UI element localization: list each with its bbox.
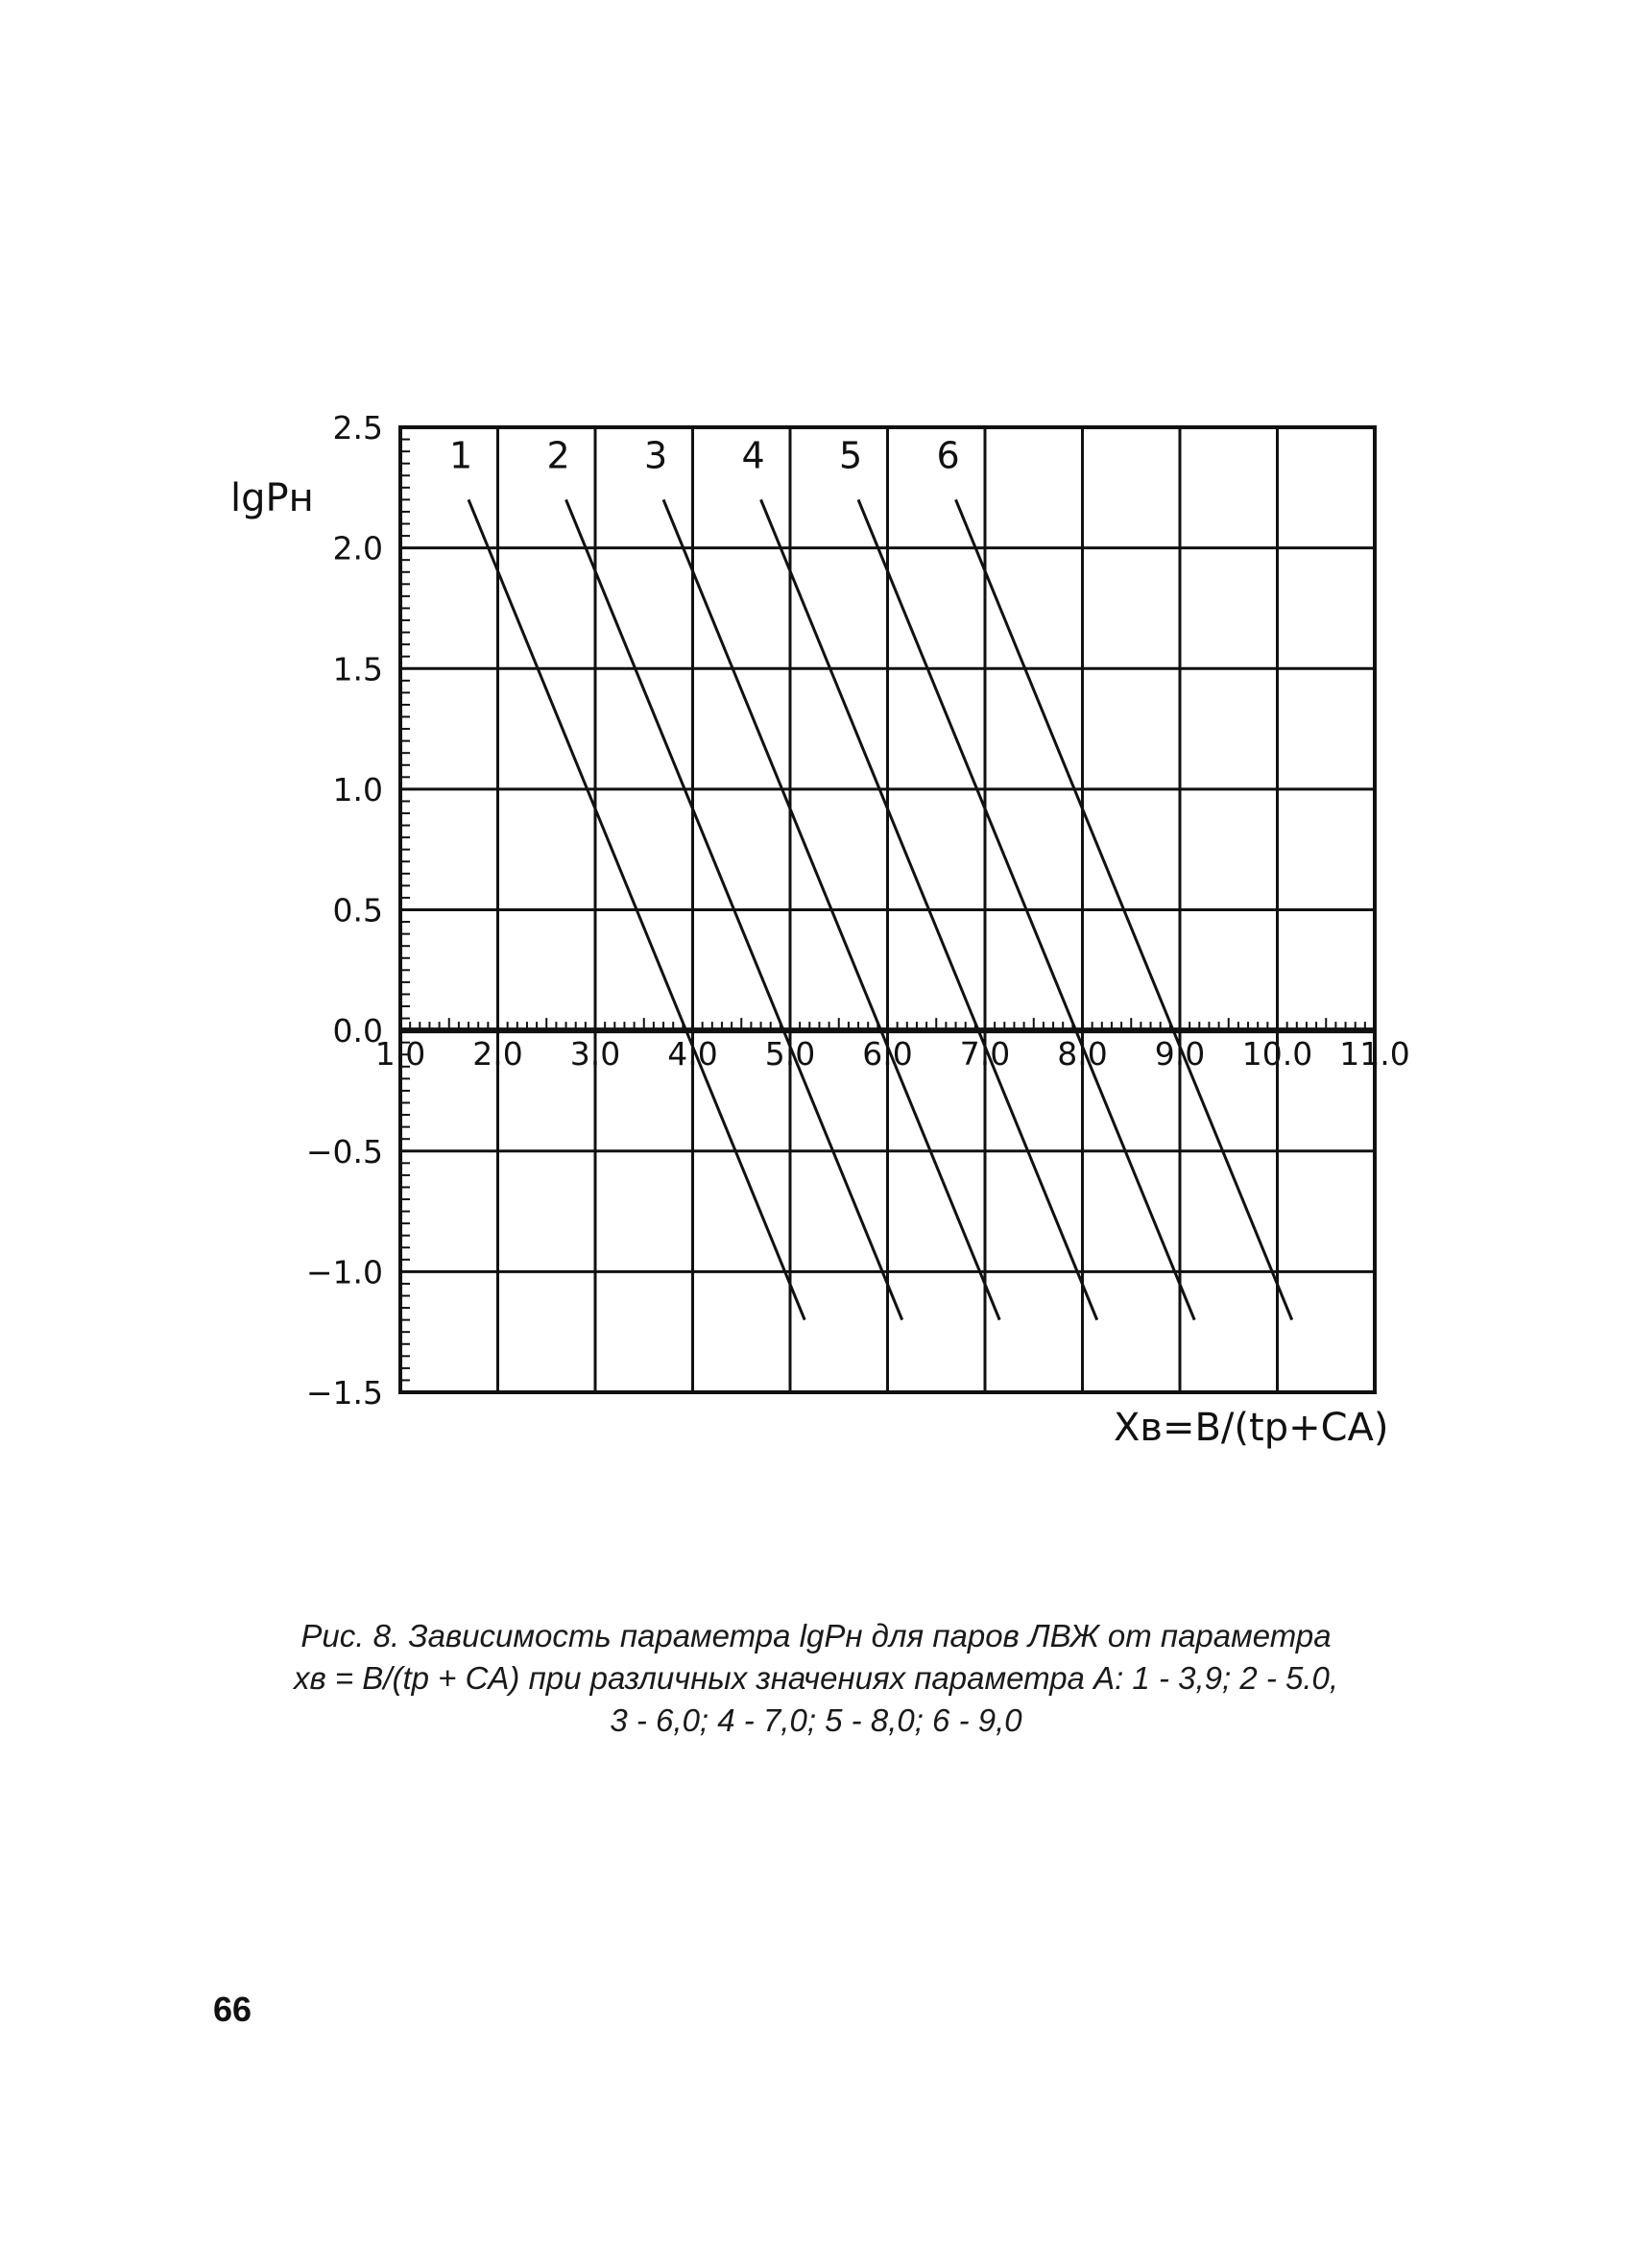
curve-label-6: 6: [936, 434, 960, 477]
y-tick-label: 2.0: [332, 529, 383, 567]
x-tick-label: 7.0: [959, 1035, 1011, 1074]
x-tick-label: 2.0: [472, 1035, 523, 1074]
y-tick-labels: [306, 409, 383, 1411]
y-tick-label: 1.0: [332, 770, 383, 808]
curve-label-3: 3: [644, 434, 668, 477]
y-tick-label: 1.5: [332, 650, 383, 688]
caption-line-2: xв = B/(tр + CA) при различных значениях параметра А: 1 - 3,9; 2 - 5.0,: [293, 1660, 1339, 1696]
x-tick-label: 3.0: [569, 1035, 621, 1074]
x-tick-label: 1.0: [374, 1035, 426, 1074]
x-tick-label: 11.0: [1339, 1035, 1410, 1074]
y-tick-label: −0.5: [305, 1132, 383, 1170]
y-tick-label: 0.0: [332, 1012, 383, 1050]
x-tick-labels: [375, 1035, 1410, 1073]
y-tick-label: −1.0: [305, 1253, 383, 1291]
curve-label-2: 2: [546, 434, 570, 477]
x-tick-label: 10.0: [1241, 1035, 1313, 1074]
caption-line-1: Рис. 8. Зависимость параметра lgPн для паров ЛВЖ от параметра: [300, 1618, 1332, 1653]
x-tick-label: 6.0: [862, 1035, 913, 1074]
curve-labels: [449, 435, 960, 477]
x-tick-label: 4.0: [667, 1035, 718, 1074]
x-tick-label: 8.0: [1057, 1035, 1108, 1074]
x-tick-label: 9.0: [1154, 1035, 1206, 1074]
figure-caption: [192, 1615, 1440, 1742]
y-tick-label: 0.5: [332, 891, 383, 929]
y-tick-label: 2.5: [332, 409, 383, 446]
page-number: 66: [213, 1990, 252, 2029]
y-tick-label: −1.5: [305, 1374, 383, 1411]
caption-line-3: 3 - 6,0; 4 - 7,0; 5 - 8,0; 6 - 9,0: [610, 1702, 1022, 1738]
x-axis-title: Xв=B/(tp+CA): [1114, 1406, 1389, 1450]
curve-label-5: 5: [839, 434, 863, 477]
y-axis-title: lgPн: [230, 476, 314, 520]
curve-label-4: 4: [741, 434, 765, 477]
x-tick-label: 5.0: [764, 1035, 816, 1074]
curve-label-1: 1: [449, 434, 473, 477]
